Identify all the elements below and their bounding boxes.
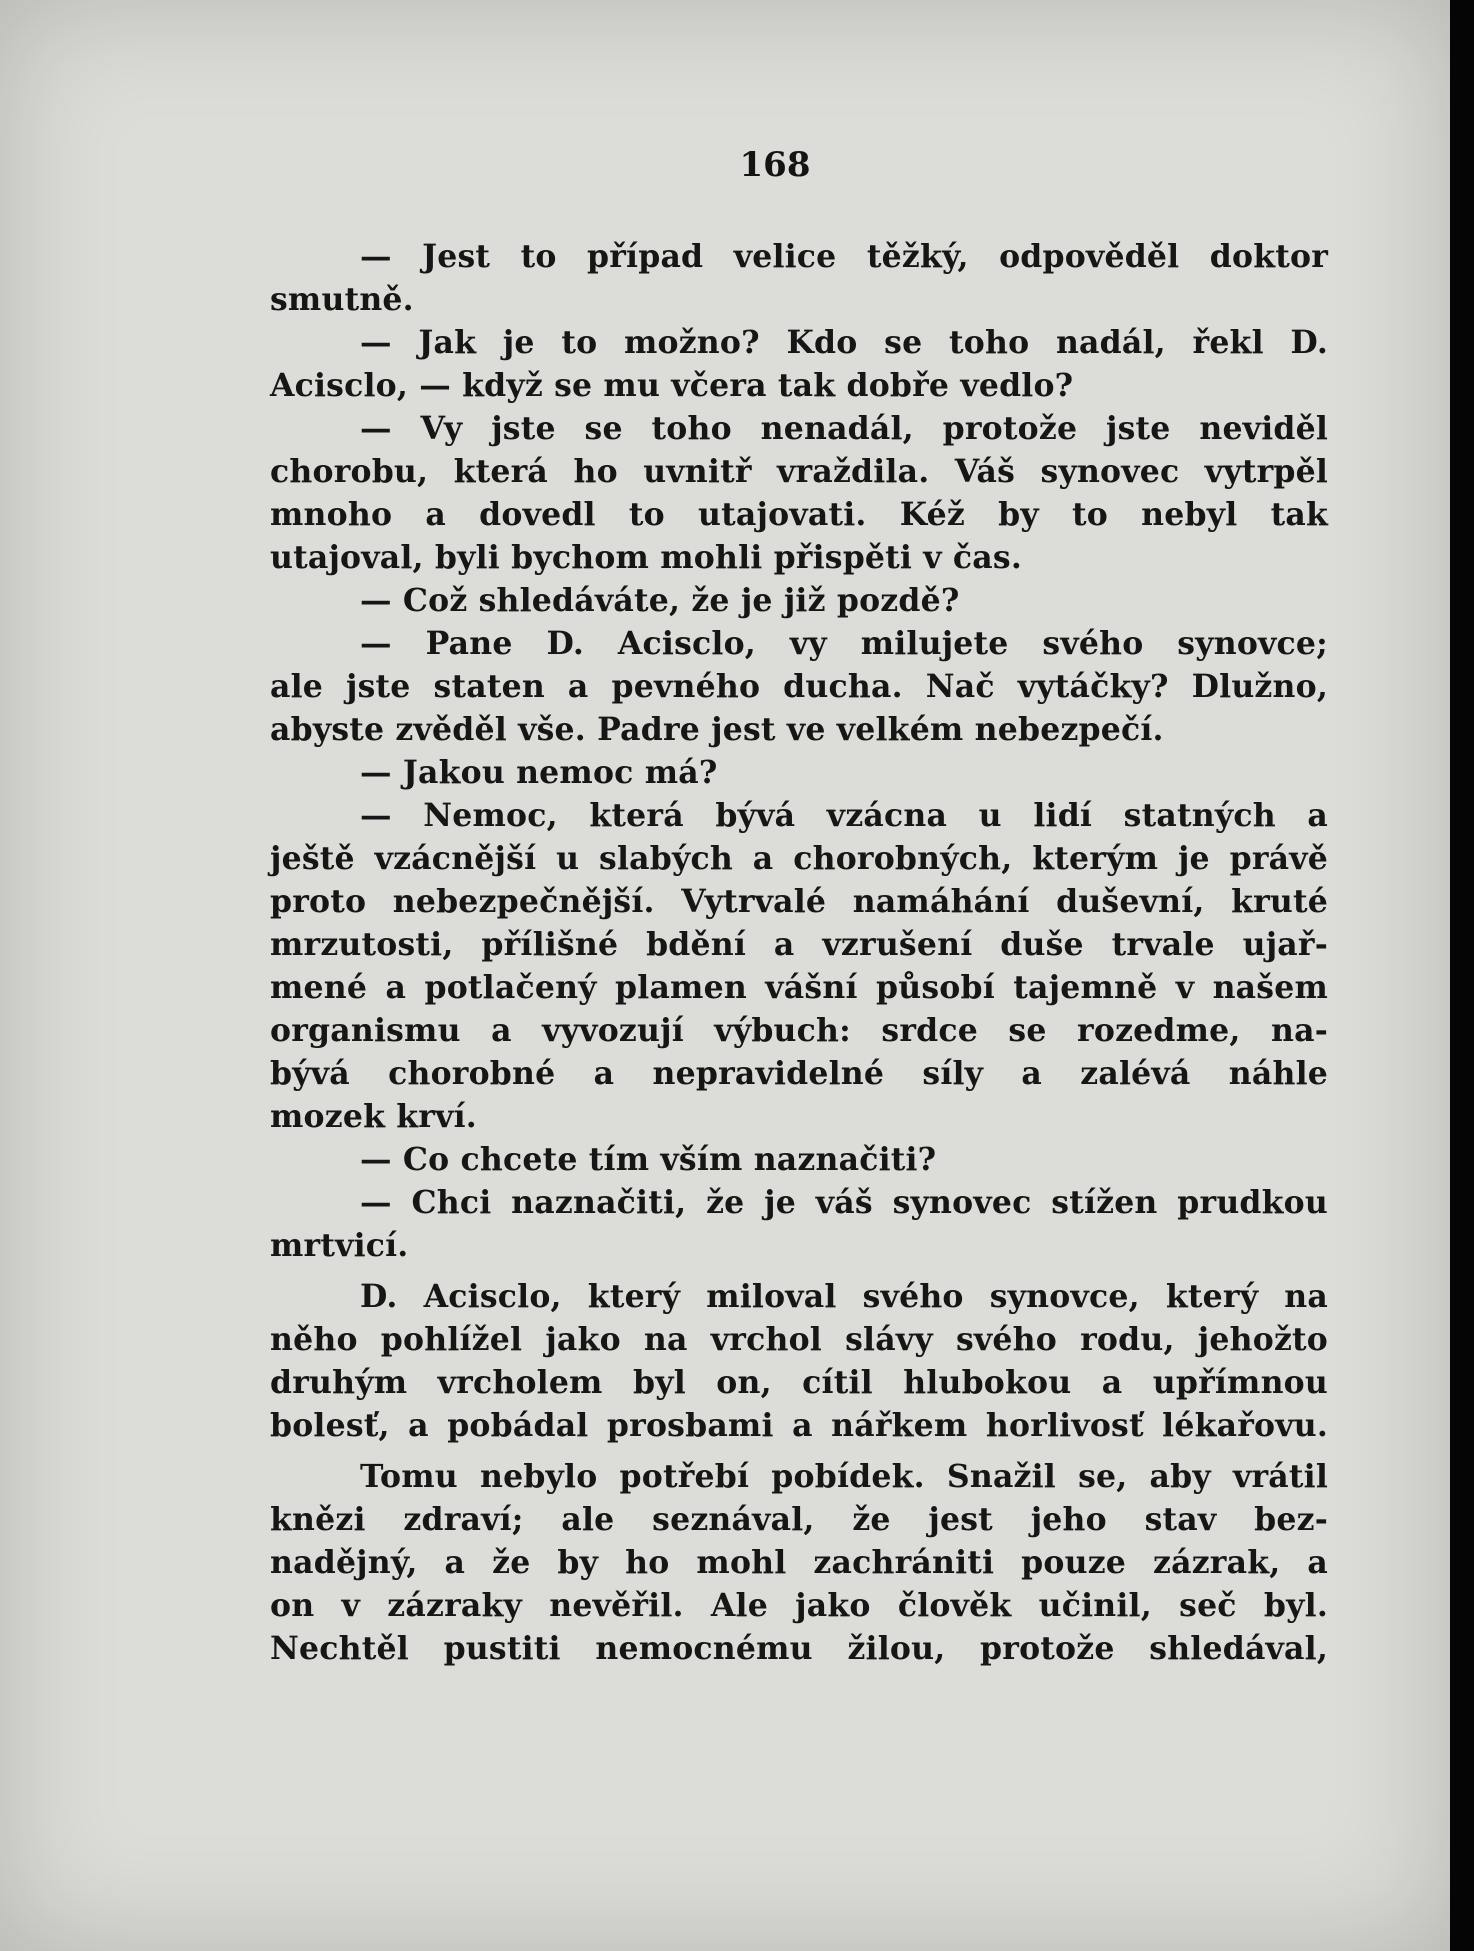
text-line: Tomu nebylo potřebí pobídek. Snažil se, aby vrátil xyxy=(360,1458,1328,1495)
text-line: utajoval, byli bychom mohli přispěti v čas. xyxy=(270,539,1023,576)
text-line: — Jakou nemoc má? xyxy=(360,754,718,791)
text-line: mrtvicí. xyxy=(270,1227,409,1264)
text-line: něho pohlížel jako na vrchol slávy svého rodu, jehožto xyxy=(270,1321,1328,1358)
text-line: mozek krví. xyxy=(270,1098,477,1135)
text-line: bolesť, a pobádal prosbami a nářkem horlivosť lékařovu. xyxy=(270,1407,1328,1444)
text-line: ale jste staten a pevného ducha. Nač vytáčky? Dlužno, xyxy=(270,668,1328,705)
text-line: knězi zdraví; ale seznával, že jest jeho stav bez- xyxy=(270,1501,1328,1538)
page-number: 168 xyxy=(739,145,811,185)
text-line: — Pane D. Acisclo, vy milujete svého synovce; xyxy=(360,625,1328,662)
text-line: abyste zvěděl vše. Padre jest ve velkém nebezpečí. xyxy=(270,711,1164,748)
text-line: — Jest to případ velice těžký, odpověděl doktor xyxy=(360,238,1328,275)
page-text xyxy=(270,235,1328,1670)
text-line: ještě vzácnější u slabých a chorobných, kterým je právě xyxy=(270,840,1328,877)
text-line: organismu a vyvozují výbuch: srdce se rozedme, na- xyxy=(270,1012,1328,1049)
text-line: smutně. xyxy=(270,281,414,318)
text-line: — Chci naznačiti, že je váš synovec stížen prudkou xyxy=(360,1184,1328,1221)
text-line: on v zázraky nevěřil. Ale jako člověk učinil, seč byl. xyxy=(270,1587,1328,1624)
text-line: Nechtěl pustiti nemocnému žilou, protože shledával, xyxy=(270,1630,1328,1667)
text-line: — Vy jste se toho nenadál, protože jste neviděl xyxy=(360,410,1328,447)
text-line: bývá chorobné a nepravidelné síly a zalévá náhle xyxy=(270,1055,1328,1092)
text-line: — Což shledáváte, že je již pozdě? xyxy=(360,582,960,619)
text-line: D. Acisclo, který miloval svého synovce, který na xyxy=(360,1278,1328,1315)
text-line: mrzutosti, přílišné bdění a vzrušení duše trvale ujař- xyxy=(270,926,1328,963)
text-line: — Co chcete tím vším naznačiti? xyxy=(360,1141,937,1178)
text-line: — Jak je to možno? Kdo se toho nadál, řekl D. xyxy=(360,324,1328,361)
text-line: mnoho a dovedl to utajovati. Kéž by to nebyl tak xyxy=(270,496,1328,533)
text-line: Acisclo, — když se mu včera tak dobře vedlo? xyxy=(270,367,1074,404)
text-line: nadějný, a že by ho mohl zachrániti pouze zázrak, a xyxy=(270,1544,1328,1581)
text-line: chorobu, která ho uvnitř vraždila. Váš synovec vytrpěl xyxy=(270,453,1328,490)
text-line: mené a potlačený plamen vášní působí tajemně v našem xyxy=(270,969,1328,1006)
text-line: druhým vrcholem byl on, cítil hlubokou a upřímnou xyxy=(270,1364,1328,1401)
text-line: proto nebezpečnější. Vytrvalé namáhání duševní, kruté xyxy=(270,883,1328,920)
text-line: — Nemoc, která bývá vzácna u lidí statných a xyxy=(360,797,1328,834)
scan-border xyxy=(1450,0,1474,1951)
